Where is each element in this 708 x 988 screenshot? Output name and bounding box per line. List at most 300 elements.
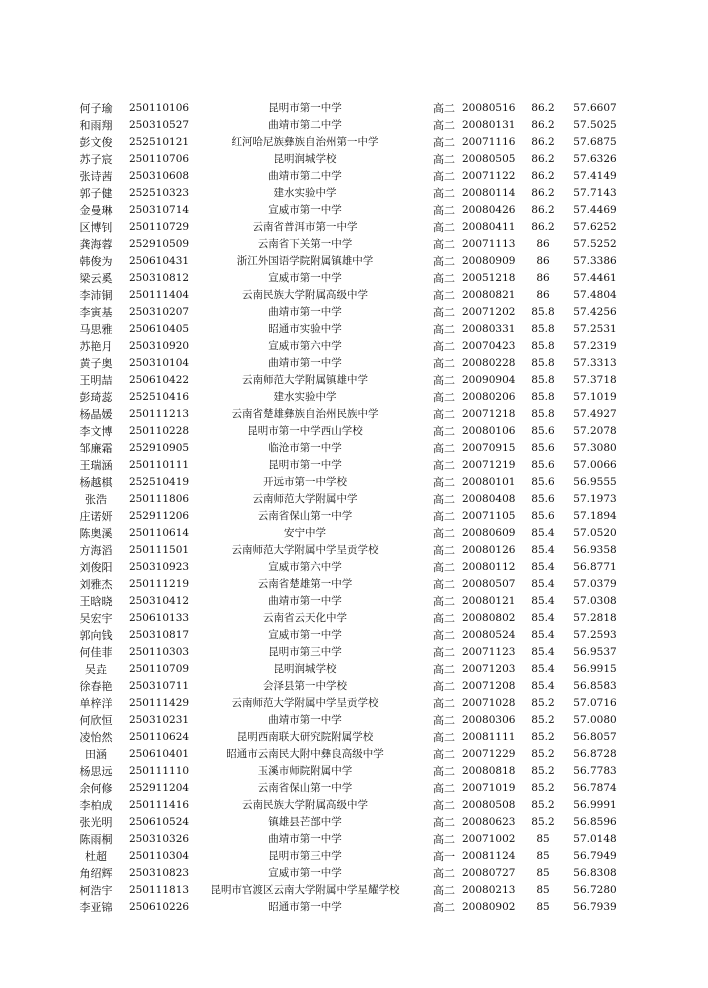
student-name: 杨越棋	[79, 476, 113, 489]
standard-score: 57.0080	[573, 714, 617, 726]
grade-level: 高二	[433, 884, 455, 897]
exam-id: 250111213	[128, 408, 190, 420]
school-name: 昭通市第一中学	[268, 901, 342, 913]
exam-id: 252911206	[128, 510, 190, 522]
student-name: 吴垚	[85, 663, 107, 676]
birth-date: 20070423	[462, 340, 516, 352]
exam-id: 250111429	[128, 697, 190, 709]
grade-level: 高二	[433, 425, 455, 438]
exam-id: 250310326	[128, 833, 190, 845]
birth-date: 20080505	[462, 153, 516, 165]
student-name: 韩俊为	[79, 255, 113, 268]
school-name: 云南师范大学附属中学呈贡学校	[231, 697, 379, 709]
student-name: 梁云奚	[79, 272, 113, 285]
school-name: 云南省楚雄彝族自治州民族中学	[231, 408, 379, 420]
table-row	[0, 287, 708, 304]
table-row	[0, 389, 708, 406]
school-name: 曲靖市第一中学	[268, 595, 342, 607]
exam-id: 250310817	[128, 629, 190, 641]
student-name: 柯浩宇	[79, 884, 113, 897]
standard-score: 56.7783	[573, 765, 617, 777]
raw-score: 85	[536, 833, 550, 845]
exam-id: 252510419	[128, 476, 190, 488]
table-row	[0, 355, 708, 372]
table-row	[0, 729, 708, 746]
school-name: 曲靖市第二中学	[268, 170, 342, 182]
standard-score: 57.6252	[573, 221, 617, 233]
standard-score: 57.1973	[573, 493, 617, 505]
student-name: 李沛铜	[79, 289, 113, 302]
school-name: 宣威市第六中学	[268, 561, 342, 573]
birth-date: 20071116	[462, 136, 516, 148]
birth-date: 20080112	[462, 561, 516, 573]
standard-score: 56.9537	[573, 646, 617, 658]
birth-date: 20080902	[462, 901, 516, 913]
birth-date: 20081124	[462, 850, 516, 862]
student-name: 张诗茜	[79, 170, 113, 183]
table-row	[0, 831, 708, 848]
student-name: 王晗晓	[79, 595, 113, 608]
grade-level: 高二	[433, 102, 455, 115]
table-row	[0, 661, 708, 678]
birth-date: 20080818	[462, 765, 516, 777]
exam-id: 250110304	[128, 850, 190, 862]
grade-level: 高二	[433, 374, 455, 387]
school-name: 开远市第一中学校	[263, 476, 347, 488]
raw-score: 85.2	[531, 697, 555, 709]
standard-score: 57.5252	[573, 238, 617, 250]
table-row	[0, 644, 708, 661]
table-row	[0, 168, 708, 185]
exam-id: 250310923	[128, 561, 190, 573]
raw-score: 85.4	[531, 578, 555, 590]
exam-id: 250610133	[128, 612, 190, 624]
standard-score: 56.9915	[573, 663, 617, 675]
raw-score: 85.2	[531, 799, 555, 811]
table-row	[0, 474, 708, 491]
student-name: 庄诺妍	[79, 510, 113, 523]
raw-score: 85.2	[531, 731, 555, 743]
school-name: 云南省普洱市第一中学	[252, 221, 358, 233]
birth-date: 20071229	[462, 748, 516, 760]
raw-score: 86.2	[531, 153, 555, 165]
table-row	[0, 406, 708, 423]
exam-id: 250310711	[128, 680, 190, 692]
birth-date: 20090904	[462, 374, 516, 386]
student-name: 邹廉霜	[79, 442, 113, 455]
table-row	[0, 576, 708, 593]
grade-level: 高二	[433, 357, 455, 370]
grade-level: 高二	[433, 170, 455, 183]
grade-level: 高二	[433, 901, 455, 914]
school-name: 昆明润城学校	[273, 663, 337, 675]
raw-score: 85	[536, 850, 550, 862]
school-name: 建水实验中学	[273, 187, 337, 199]
birth-date: 20071218	[462, 408, 516, 420]
birth-date: 20051218	[462, 272, 516, 284]
birth-date: 20071122	[462, 170, 516, 182]
grade-level: 高二	[433, 323, 455, 336]
school-name: 临沧市第一中学	[268, 442, 342, 454]
birth-date: 20070915	[462, 442, 516, 454]
birth-date: 20080213	[462, 884, 516, 896]
table-row	[0, 525, 708, 542]
school-name: 曲靖市第一中学	[268, 833, 342, 845]
table-row	[0, 780, 708, 797]
standard-score: 57.1894	[573, 510, 617, 522]
table-row	[0, 746, 708, 763]
table-row	[0, 763, 708, 780]
exam-id: 250110111	[128, 459, 190, 471]
grade-level: 高二	[433, 442, 455, 455]
exam-id: 250610405	[128, 323, 190, 335]
school-name: 建水实验中学	[273, 391, 337, 403]
grade-level: 高二	[433, 629, 455, 642]
exam-id: 250610422	[128, 374, 190, 386]
exam-id: 250110303	[128, 646, 190, 658]
raw-score: 86	[536, 289, 550, 301]
birth-date: 20071203	[462, 663, 516, 675]
grade-level: 高一	[433, 850, 455, 863]
standard-score: 57.4149	[573, 170, 617, 182]
grade-level: 高二	[433, 595, 455, 608]
exam-id: 250111404	[128, 289, 190, 301]
standard-score: 56.8583	[573, 680, 617, 692]
exam-id: 250610226	[128, 901, 190, 913]
exam-id: 250610524	[128, 816, 190, 828]
school-name: 云南民族大学附属高级中学	[242, 799, 368, 811]
exam-id: 250111813	[128, 884, 190, 896]
grade-level: 高二	[433, 561, 455, 574]
exam-id: 252510121	[128, 136, 190, 148]
table-row	[0, 372, 708, 389]
grade-level: 高二	[433, 340, 455, 353]
exam-id: 250111416	[128, 799, 190, 811]
standard-score: 56.8728	[573, 748, 617, 760]
grade-level: 高二	[433, 782, 455, 795]
table-row	[0, 134, 708, 151]
grade-level: 高二	[433, 748, 455, 761]
standard-score: 57.0066	[573, 459, 617, 471]
exam-id: 250310412	[128, 595, 190, 607]
standard-score: 57.0716	[573, 697, 617, 709]
school-name: 昆明市第三中学	[268, 850, 342, 862]
raw-score: 85.2	[531, 714, 555, 726]
raw-score: 85.8	[531, 357, 555, 369]
raw-score: 85.8	[531, 323, 555, 335]
school-name: 会泽县第一中学校	[263, 680, 347, 692]
birth-date: 20080306	[462, 714, 516, 726]
student-name: 杨晶媛	[79, 408, 113, 421]
student-name: 陈奥溪	[79, 527, 113, 540]
standard-score: 57.2593	[573, 629, 617, 641]
raw-score: 85.2	[531, 816, 555, 828]
grade-level: 高二	[433, 833, 455, 846]
school-name: 宣威市第一中学	[268, 272, 342, 284]
standard-score: 57.7143	[573, 187, 617, 199]
raw-score: 85.4	[531, 612, 555, 624]
table-row	[0, 253, 708, 270]
table-row	[0, 236, 708, 253]
table-row	[0, 712, 708, 729]
birth-date: 20080106	[462, 425, 516, 437]
grade-level: 高二	[433, 867, 455, 880]
student-name: 单梓洋	[79, 697, 113, 710]
birth-date: 20080426	[462, 204, 516, 216]
standard-score: 56.9555	[573, 476, 617, 488]
school-name: 昆明西南联大研究院附属学校	[236, 731, 374, 743]
grade-level: 高二	[433, 255, 455, 268]
birth-date: 20071208	[462, 680, 516, 692]
raw-score: 85.2	[531, 782, 555, 794]
raw-score: 85.8	[531, 306, 555, 318]
school-name: 昆明市官渡区云南大学附属中学星耀学校	[210, 884, 400, 896]
birth-date: 20080126	[462, 544, 516, 556]
student-name: 刘俊阳	[79, 561, 113, 574]
student-name: 郭子健	[79, 187, 113, 200]
grade-level: 高二	[433, 612, 455, 625]
birth-date: 20081111	[462, 731, 516, 743]
school-name: 镇雄县芒部中学	[268, 816, 342, 828]
standard-score: 57.0308	[573, 595, 617, 607]
table-row	[0, 117, 708, 134]
grade-level: 高二	[433, 714, 455, 727]
school-name: 昆明市第一中学	[268, 102, 342, 114]
exam-id: 250310231	[128, 714, 190, 726]
table-row	[0, 185, 708, 202]
standard-score: 57.0520	[573, 527, 617, 539]
table-row	[0, 627, 708, 644]
birth-date: 20071123	[462, 646, 516, 658]
table-row	[0, 848, 708, 865]
student-name: 彭文俊	[79, 136, 113, 149]
grade-level: 高二	[433, 578, 455, 591]
raw-score: 85.6	[531, 425, 555, 437]
birth-date: 20080131	[462, 119, 516, 131]
birth-date: 20080121	[462, 595, 516, 607]
standard-score: 57.2319	[573, 340, 617, 352]
raw-score: 85	[536, 867, 550, 879]
birth-date: 20080507	[462, 578, 516, 590]
exam-id: 252510323	[128, 187, 190, 199]
raw-score: 86.2	[531, 187, 555, 199]
standard-score: 56.8308	[573, 867, 617, 879]
student-name: 王明喆	[79, 374, 113, 387]
grade-level: 高二	[433, 510, 455, 523]
exam-id: 250310104	[128, 357, 190, 369]
birth-date: 20080623	[462, 816, 516, 828]
school-name: 昆明市第三中学	[268, 646, 342, 658]
raw-score: 85.2	[531, 765, 555, 777]
student-name: 李文博	[79, 425, 113, 438]
grade-level: 高二	[433, 187, 455, 200]
student-name: 和雨翔	[79, 119, 113, 132]
exam-id: 250310920	[128, 340, 190, 352]
school-name: 昭通市实验中学	[268, 323, 342, 335]
standard-score: 56.7280	[573, 884, 617, 896]
standard-score: 56.7939	[573, 901, 617, 913]
grade-level: 高二	[433, 731, 455, 744]
birth-date: 20071105	[462, 510, 516, 522]
grade-level: 高二	[433, 306, 455, 319]
standard-score: 57.3718	[573, 374, 617, 386]
raw-score: 85.8	[531, 408, 555, 420]
table-row	[0, 270, 708, 287]
exam-id: 250310823	[128, 867, 190, 879]
exam-id: 252910905	[128, 442, 190, 454]
student-name: 李寅基	[79, 306, 113, 319]
raw-score: 85.6	[531, 476, 555, 488]
raw-score: 86.2	[531, 119, 555, 131]
table-row	[0, 219, 708, 236]
table-row	[0, 202, 708, 219]
exam-id: 252911204	[128, 782, 190, 794]
birth-date: 20071113	[462, 238, 516, 250]
grade-level: 高二	[433, 408, 455, 421]
standard-score: 57.2531	[573, 323, 617, 335]
birth-date: 20071028	[462, 697, 516, 709]
birth-date: 20080408	[462, 493, 516, 505]
standard-score: 56.7949	[573, 850, 617, 862]
grade-level: 高二	[433, 238, 455, 251]
raw-score: 85.4	[531, 561, 555, 573]
grade-level: 高二	[433, 680, 455, 693]
student-name: 苏子宸	[79, 153, 113, 166]
grade-level: 高二	[433, 646, 455, 659]
grade-level: 高二	[433, 476, 455, 489]
standard-score: 57.5025	[573, 119, 617, 131]
table-row	[0, 593, 708, 610]
birth-date: 20080508	[462, 799, 516, 811]
school-name: 曲靖市第一中学	[268, 306, 342, 318]
table-row	[0, 491, 708, 508]
birth-date: 20080524	[462, 629, 516, 641]
raw-score: 86	[536, 272, 550, 284]
birth-date: 20071202	[462, 306, 516, 318]
birth-date: 20080206	[462, 391, 516, 403]
school-name: 云南师范大学附属中学	[252, 493, 358, 505]
school-name: 宣威市第一中学	[268, 867, 342, 879]
birth-date: 20080727	[462, 867, 516, 879]
exam-id: 250110228	[128, 425, 190, 437]
grade-level: 高二	[433, 289, 455, 302]
grade-level: 高二	[433, 119, 455, 132]
table-row	[0, 695, 708, 712]
student-name: 何佳菲	[79, 646, 113, 659]
school-name: 云南省下关第一中学	[257, 238, 353, 250]
student-name: 黄子奥	[79, 357, 113, 370]
grade-level: 高二	[433, 493, 455, 506]
raw-score: 86.2	[531, 204, 555, 216]
student-name: 李亚锦	[79, 901, 113, 914]
exam-id: 250110729	[128, 221, 190, 233]
table-row	[0, 559, 708, 576]
standard-score: 57.0379	[573, 578, 617, 590]
student-name: 马思雅	[79, 323, 113, 336]
school-name: 昆明市第一中学	[268, 459, 342, 471]
raw-score: 85	[536, 901, 550, 913]
school-name: 宣威市第一中学	[268, 629, 342, 641]
table-row	[0, 865, 708, 882]
table-row	[0, 321, 708, 338]
grade-level: 高二	[433, 459, 455, 472]
grade-level: 高二	[433, 765, 455, 778]
exam-id: 250111110	[128, 765, 190, 777]
student-name: 何子瑜	[79, 102, 113, 115]
table-row	[0, 338, 708, 355]
school-name: 云南民族大学附属高级中学	[242, 289, 368, 301]
standard-score: 57.2818	[573, 612, 617, 624]
exam-id: 250610431	[128, 255, 190, 267]
standard-score: 57.4804	[573, 289, 617, 301]
standard-score: 57.6326	[573, 153, 617, 165]
exam-id: 252510416	[128, 391, 190, 403]
student-name: 陈雨桐	[79, 833, 113, 846]
exam-id: 250110706	[128, 153, 190, 165]
raw-score: 86.2	[531, 136, 555, 148]
table-row	[0, 542, 708, 559]
standard-score: 57.6607	[573, 102, 617, 114]
table-row	[0, 814, 708, 831]
standard-score: 57.1019	[573, 391, 617, 403]
student-name: 杜超	[85, 850, 107, 863]
grade-level: 高二	[433, 153, 455, 166]
raw-score: 85.8	[531, 374, 555, 386]
raw-score: 85.8	[531, 391, 555, 403]
student-name: 余何修	[79, 782, 113, 795]
table-row	[0, 100, 708, 117]
student-name: 凌怡然	[79, 731, 113, 744]
exam-id: 252910509	[128, 238, 190, 250]
school-name: 昭通市云南民大附中彝良高级中学	[226, 748, 384, 760]
table-row	[0, 423, 708, 440]
student-name: 龚海蓉	[79, 238, 113, 251]
student-name: 金曼琳	[79, 204, 113, 217]
school-name: 云南省楚雄第一中学	[257, 578, 353, 590]
student-name: 王瑞涵	[79, 459, 113, 472]
student-name: 刘雅杰	[79, 578, 113, 591]
raw-score: 85.8	[531, 340, 555, 352]
birth-date: 20080101	[462, 476, 516, 488]
raw-score: 85.4	[531, 663, 555, 675]
standard-score: 56.7874	[573, 782, 617, 794]
exam-id: 250310608	[128, 170, 190, 182]
raw-score: 85.4	[531, 646, 555, 658]
exam-id: 250110624	[128, 731, 190, 743]
grade-level: 高二	[433, 544, 455, 557]
birth-date: 20080228	[462, 357, 516, 369]
grade-level: 高二	[433, 697, 455, 710]
exam-id: 250111219	[128, 578, 190, 590]
standard-score: 57.4256	[573, 306, 617, 318]
standard-score: 57.3386	[573, 255, 617, 267]
student-name: 彭琦蕊	[79, 391, 113, 404]
standard-score: 57.6875	[573, 136, 617, 148]
exam-id: 250110106	[128, 102, 190, 114]
grade-level: 高二	[433, 136, 455, 149]
raw-score: 85.4	[531, 544, 555, 556]
student-name: 苏艳月	[79, 340, 113, 353]
raw-score: 85.2	[531, 748, 555, 760]
standard-score: 56.8596	[573, 816, 617, 828]
standard-score: 57.3080	[573, 442, 617, 454]
grade-level: 高二	[433, 527, 455, 540]
birth-date: 20080609	[462, 527, 516, 539]
student-name: 张光明	[79, 816, 113, 829]
standard-score: 57.4469	[573, 204, 617, 216]
grade-level: 高二	[433, 272, 455, 285]
table-row	[0, 440, 708, 457]
